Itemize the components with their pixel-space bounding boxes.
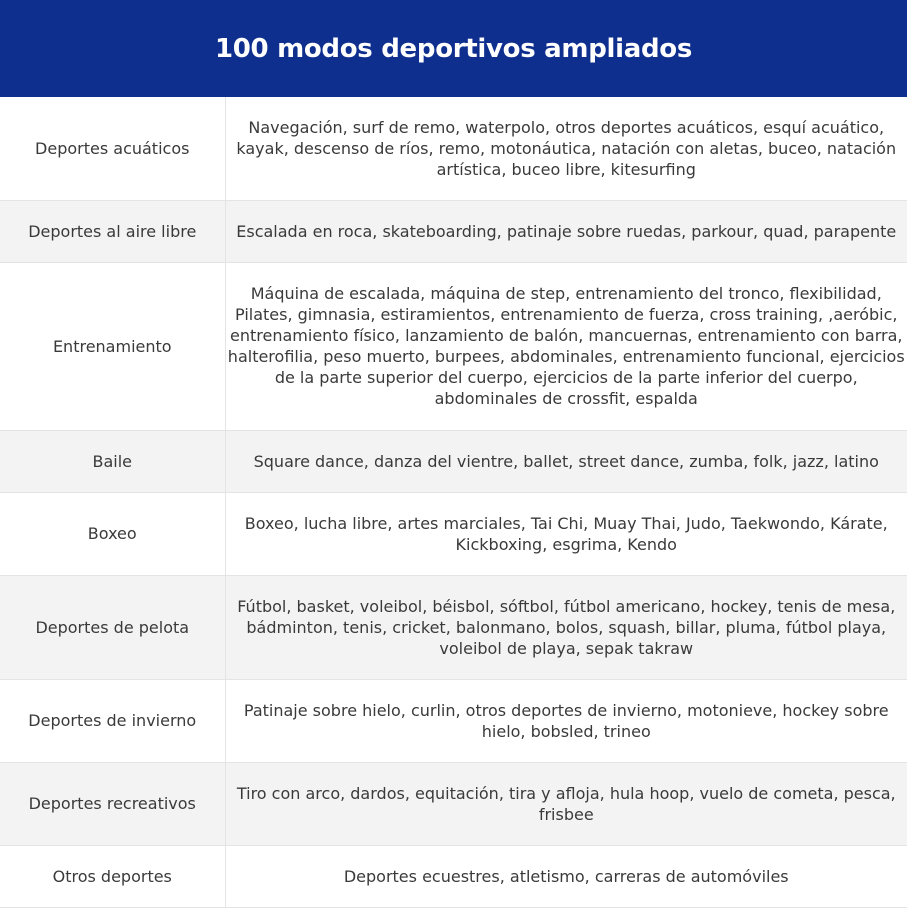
sports-list-text: Escalada en roca, skateboarding, patinaje sobre ruedas, parkour, quad, parapente [236, 221, 897, 241]
sports-list-cell [225, 575, 907, 679]
table-row [0, 97, 907, 200]
category-cell: Deportes al aire libre [0, 200, 225, 262]
sports-list-text: Boxeo, lucha libre, artes marciales, Tai Chi, Muay Thai, Judo, Taekwondo, Kárate, Kickboxing, esgrima, Kendo [244, 513, 888, 554]
category-cell: Deportes de pelota [0, 575, 225, 679]
sports-list-text: Tiro con arco, dardos, equitación, tira y afloja, hula hoop, vuelo de cometa, pesca, frisbee [236, 783, 896, 824]
sports-list-cell [225, 200, 907, 262]
sports-list-text: Navegación, surf de remo, waterpolo, otros deportes acuáticos, esquí acuático, kayak, descenso de ríos, remo, motonáutica, natación con aletas, buceo, natación artística, buceo libre, kitesurfing [236, 117, 897, 179]
sports-list-cell [225, 762, 907, 845]
table-title: 100 modos deportivos ampliados [0, 0, 907, 97]
sports-list-text: Square dance, danza del vientre, ballet, street dance, zumba, folk, jazz, latino [253, 451, 879, 471]
table-row [0, 262, 907, 430]
sports-list-cell [225, 262, 907, 430]
table-row [0, 762, 907, 845]
category-cell: Boxeo [0, 492, 225, 575]
sports-list-text: Máquina de escalada, máquina de step, entrenamiento del tronco, flexibilidad, Pilates, gimnasia, estiramientos, entrenamiento de fuerza, cross training, ,aeróbic, entrenamiento físico, lanzamiento de balón, mancuernas, entrenamiento con barra, halterofilia, peso muerto, burpees, abdominales, entrenamiento funcional, ejercicios de la parte superior del cuerpo, ejercicios de la parte inferior del cuerpo, abdominales de crossfit, espalda [227, 284, 905, 408]
table-row [0, 492, 907, 575]
category-cell: Entrenamiento [0, 262, 225, 430]
sports-list-text: Patinaje sobre hielo, curlin, otros deportes de invierno, motonieve, hockey sobre hielo, bobsled, trineo [243, 700, 889, 741]
table-row [0, 845, 907, 907]
sports-list-cell [225, 430, 907, 492]
sports-list-cell [225, 97, 907, 200]
category-cell: Otros deportes [0, 845, 225, 907]
sports-list-cell [225, 679, 907, 762]
category-cell: Deportes de invierno [0, 679, 225, 762]
table-row [0, 575, 907, 679]
sports-list-text: Fútbol, basket, voleibol, béisbol, sóftbol, fútbol americano, hockey, tenis de mesa, bádminton, tenis, cricket, balonmano, bolos, squash, billar, pluma, fútbol playa, voleibol de playa, sepak takraw [237, 596, 896, 658]
sports-modes-table [0, 97, 907, 908]
sports-list-cell [225, 492, 907, 575]
table-row [0, 200, 907, 262]
sports-list-text: Deportes ecuestres, atletismo, carreras de automóviles [343, 866, 789, 886]
category-cell: Deportes recreativos [0, 762, 225, 845]
sports-list-cell [225, 845, 907, 907]
table-row [0, 679, 907, 762]
category-cell: Deportes acuáticos [0, 97, 225, 200]
category-cell: Baile [0, 430, 225, 492]
table-row [0, 430, 907, 492]
